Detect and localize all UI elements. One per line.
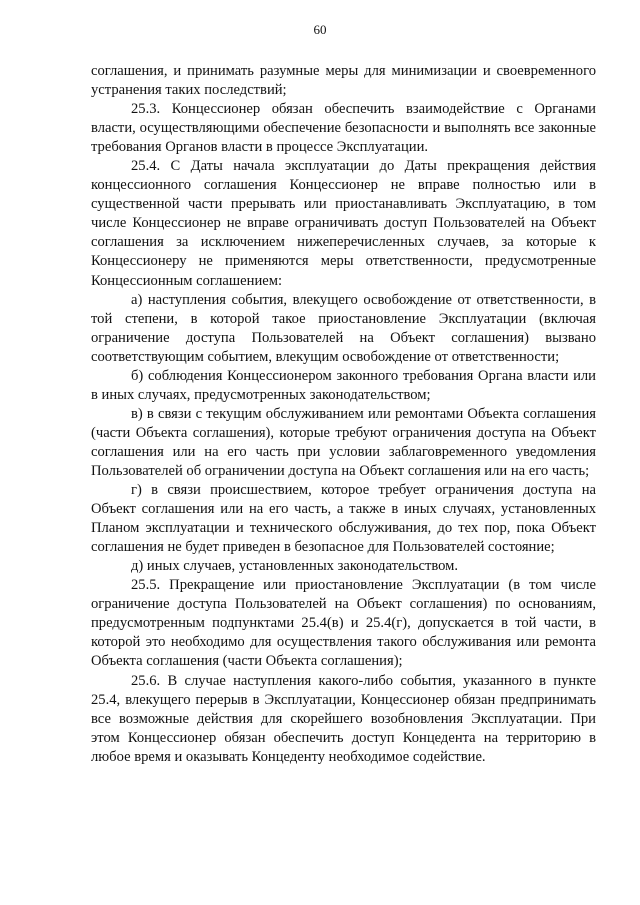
page-number: 60 [313, 22, 327, 37]
list-item-v: в) в связи с текущим обслуживанием или ремонтами Объекта соглашения (части Объекта соглашения), которые требуют ограничения доступа на Объект соглашения или на его часть при условии заблаговременного уведомления Пользователей об ограничении доступа на Объект соглашения или на его часть; [91, 405, 596, 479]
list-item-b: б) соблюдения Концессионером законного требования Органа власти или в иных случаях, предусмотренных законодательством; [91, 367, 596, 403]
paragraph-25-4: 25.4. С Даты начала эксплуатации до Даты прекращения действия концессионного соглашения Концессионер не вправе полностью или в существенной части прерывать или приостанавливать Эксплуатацию, в том числе Концессионер не вправе ограничивать доступ Пользователей на Объект соглашения за исключением нижеперечисленных случаев, за которые к Концессионеру не применяются меры ответственности, предусмотренные Концессионным соглашением: [91, 158, 596, 289]
paragraph-continuation: соглашения, и принимать разумные меры для минимизации и своевременного устранения таких последствий; [91, 63, 596, 99]
list-item-g: г) в связи происшествием, которое требует ограничения доступа на Объект соглашения или на его часть, а также в иных случаях, установленных Планом эксплуатации и технического обслуживания, до тех пор, пока Объект соглашения не будет приведен в безопасное для Пользователей состояние; [91, 482, 596, 556]
list-item-a: а) наступления события, влекущего освобождение от ответственности, в той степени, в которой такое приостановление Эксплуатации (включая ограничение доступа Пользователей на Объект соглашения) вызвано соответствующим событием, влекущим освобождение от ответственности; [91, 291, 596, 365]
paragraph-25-3: 25.3. Концессионер обязан обеспечить взаимодействие с Органами власти, осуществляющими обеспечение безопасности и выполнять все законные требования Органов власти в процессе Эксплуатации. [91, 101, 596, 156]
paragraph-25-6: 25.6. В случае наступления какого-либо события, указанного в пункте 25.4, влекущего перерыв в Эксплуатации, Концессионер обязан предпринимать все возможные действия для скорейшего возобновления Эксплуатации. При этом Концессионер обязан обеспечить доступ Концедента на территорию в любое время и оказывать Концеденту необходимое содействие. [91, 672, 596, 765]
document-body [91, 62, 596, 767]
list-item-d: д) иных случаев, установленных законодательством. [131, 558, 459, 575]
paragraph-25-5: 25.5. Прекращение или приостановление Эксплуатации (в том числе ограничение доступа Пользователей на Объект соглашения) по основаниям, предусмотренным подпунктами 25.4(в) и 25.4(г), допускается в той части, в которой это необходимо для осуществления такого обслуживания или ремонта Объекта соглашения (части Объекта соглашения); [91, 577, 596, 670]
